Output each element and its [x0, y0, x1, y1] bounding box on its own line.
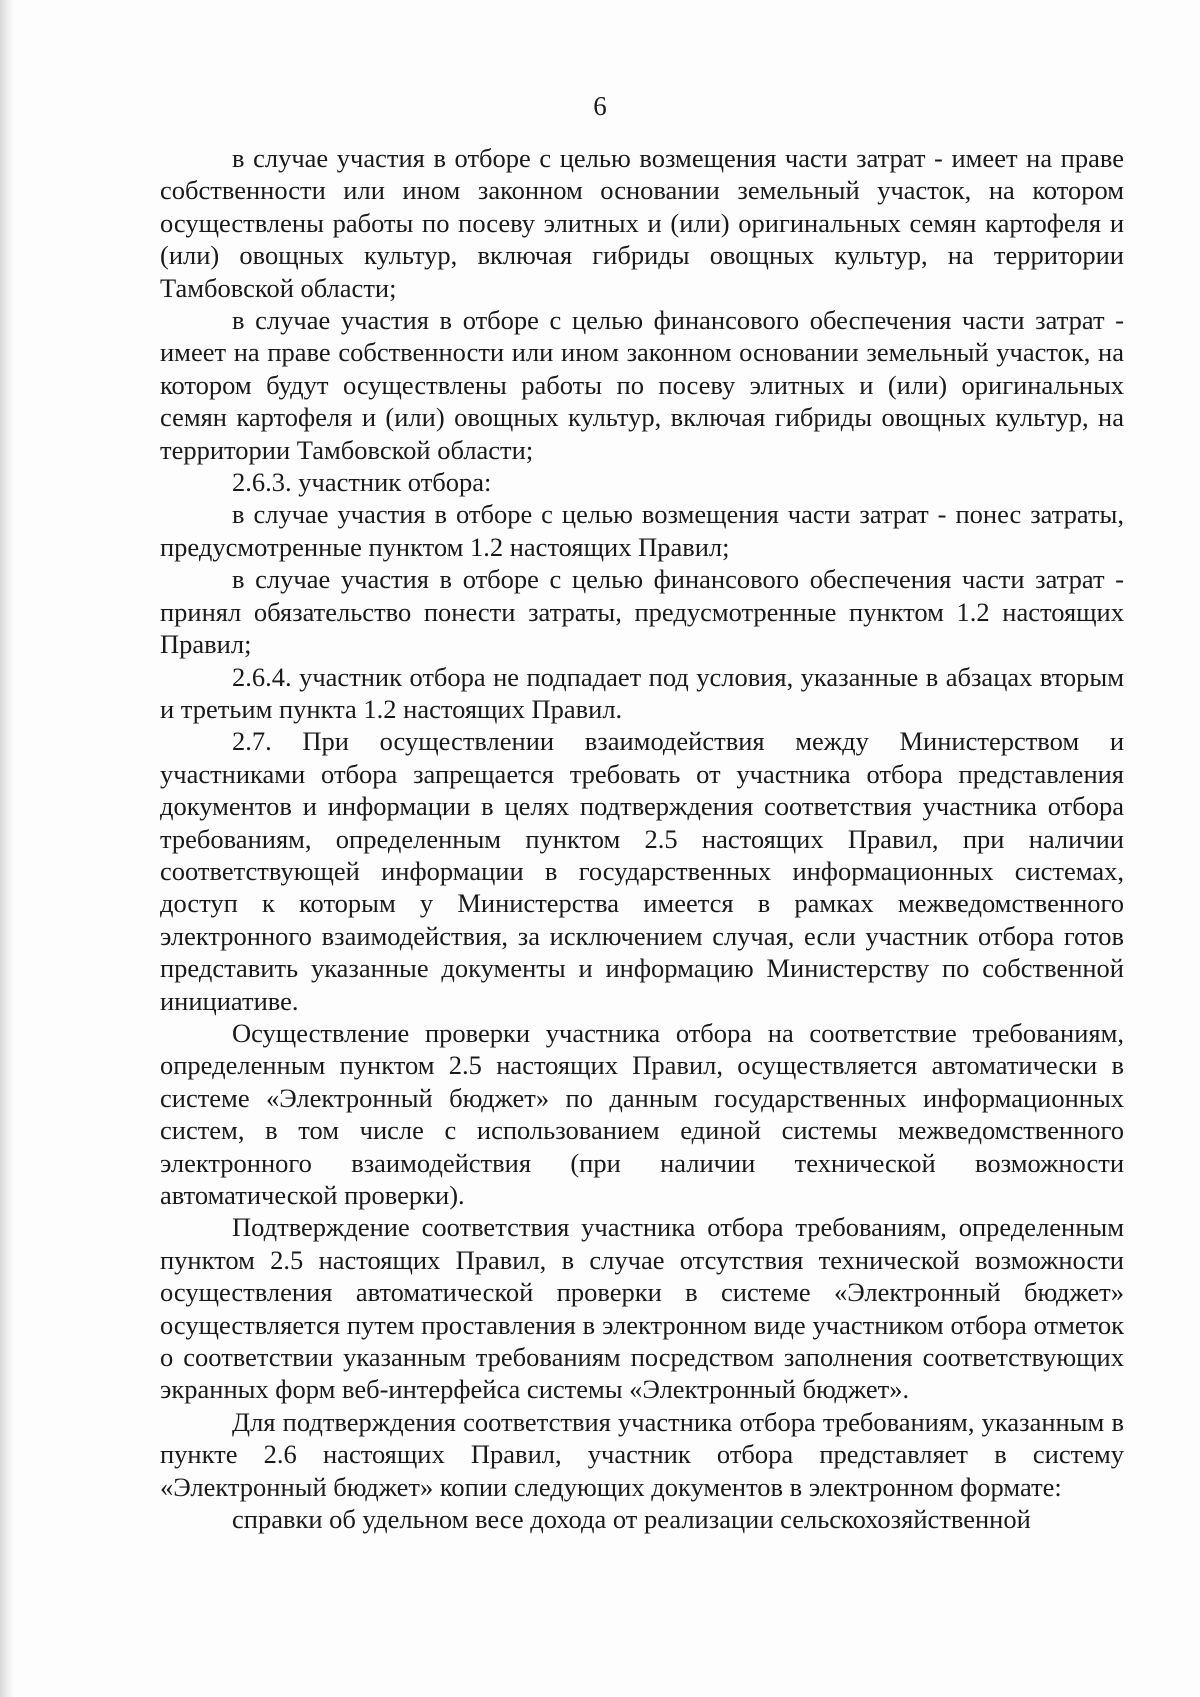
paragraph: в случае участия в отборе с целью возмещения части затрат - имеет на праве собственности или ином законном основании земельный участок, на котором осуществлены работы по посеву элитных и (или) оригинальных семян картофеля и (или) овощных культур, включая гибриды овощных культур, на территории Тамбовской области; [160, 143, 1124, 303]
paragraph: Для подтверждения соответствия участника отбора требованиям, указанным в пункте 2.6 настоящих Правил, участник отбора представляет в систему «Электронный бюджет» копии следующих документов в электронном формате: [160, 1406, 1124, 1502]
paragraph: Подтверждение соответствия участника отбора требованиям, определенным пунктом 2.5 настоящих Правил, в случае отсутствия технической возможности осуществления автоматической проверки в системе «Электронный бюджет» осуществляется путем проставления в электронном виде участником отбора отметок о соответствии указанным требованиям посредством заполнения соответствующих экранных форм веб-интерфейса системы «Электронный бюджет». [160, 1212, 1124, 1405]
paragraph: в случае участия в отборе с целью финансового обеспечения части затрат - имеет на праве собственности или ином законном основании земельный участок, на котором будут осуществлены работы по посеву элитных и (или) оригинальных семян картофеля и (или) овощных культур, включая гибриды овощных культур, на территории Тамбовской области; [160, 305, 1124, 465]
paragraph: справки об удельном весе дохода от реализации сельскохозяйственной [232, 1504, 1031, 1535]
page-number: 6 [593, 91, 607, 121]
document-body [160, 142, 1124, 1535]
paragraph: Осуществление проверки участника отбора на соответствие требованиям, определенным пунктом 2.5 настоящих Правил, осуществляется автоматически в системе «Электронный бюджет» по данным государственных информационных систем, в том числе с использованием единой системы межведомственного электронного взаимодействия (при наличии технической возможности автоматической проверки). [160, 1017, 1124, 1210]
paragraph: 2.6.4. участник отбора не подпадает под условия, указанные в абзацах вторым и третьим пункта 1.2 настоящих Правил. [160, 661, 1124, 724]
paragraph: 2.6.3. участник отбора: [232, 467, 492, 498]
scan-edge-shadow [0, 0, 14, 1697]
paragraph: 2.7. При осуществлении взаимодействия между Министерством и участниками отбора запрещается требовать от участника отбора представления документов и информации в целях подтверждения соответствия участника отбора требованиям, определенным пунктом 2.5 настоящих Правил, при наличии соответствующей информации в государственных информационных системах, доступ к которым у Министерства имеется в рамках межведомственного электронного взаимодействия, за исключением случая, если участник отбора готов представить указанные документы и информацию Министерству по собственной инициативе. [160, 726, 1124, 1016]
paragraph: в случае участия в отборе с целью финансового обеспечения части затрат - принял обязательство понести затраты, предусмотренные пунктом 1.2 настоящих Правил; [160, 564, 1124, 660]
paragraph: в случае участия в отборе с целью возмещения части затрат - понес затраты, предусмотренные пунктом 1.2 настоящих Правил; [160, 499, 1124, 562]
